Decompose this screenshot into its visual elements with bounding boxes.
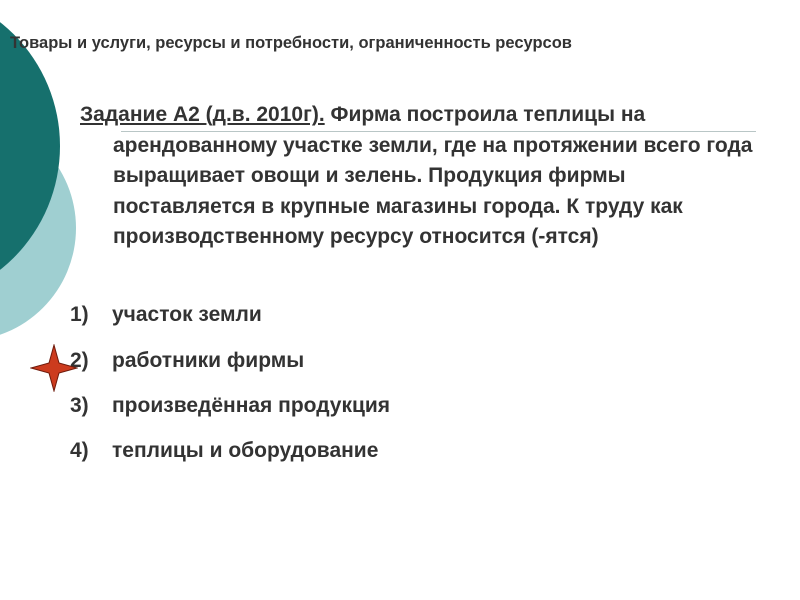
task-label: Задание А2 (д.в. 2010г). [80,103,325,126]
answer-number: 1) [70,303,89,326]
answer-number: 3) [70,394,89,417]
task-block [80,100,770,253]
answer-text: работники фирмы [112,349,305,372]
four-point-star-icon [30,344,78,392]
slide-title: Товары и услуги, ресурсы и потребности, ограниченность ресурсов [10,34,572,52]
answer-text: участок земли [112,303,262,326]
task-text: Фирма построила теплицы на арендованному участке земли, где на протяжении всего года выращивает овощи и зелень. Продукция фирмы поставляется в крупные магазины города. К труду как производственному ресурсу относится (-ятся) [113,103,753,248]
answer-number: 2) [70,349,89,372]
answer-text: теплицы и оборудование [112,439,379,462]
answer-text: произведённая продукция [112,394,391,417]
star-shape [31,345,77,391]
task-paragraph [80,100,770,253]
answer-number: 4) [70,439,89,462]
